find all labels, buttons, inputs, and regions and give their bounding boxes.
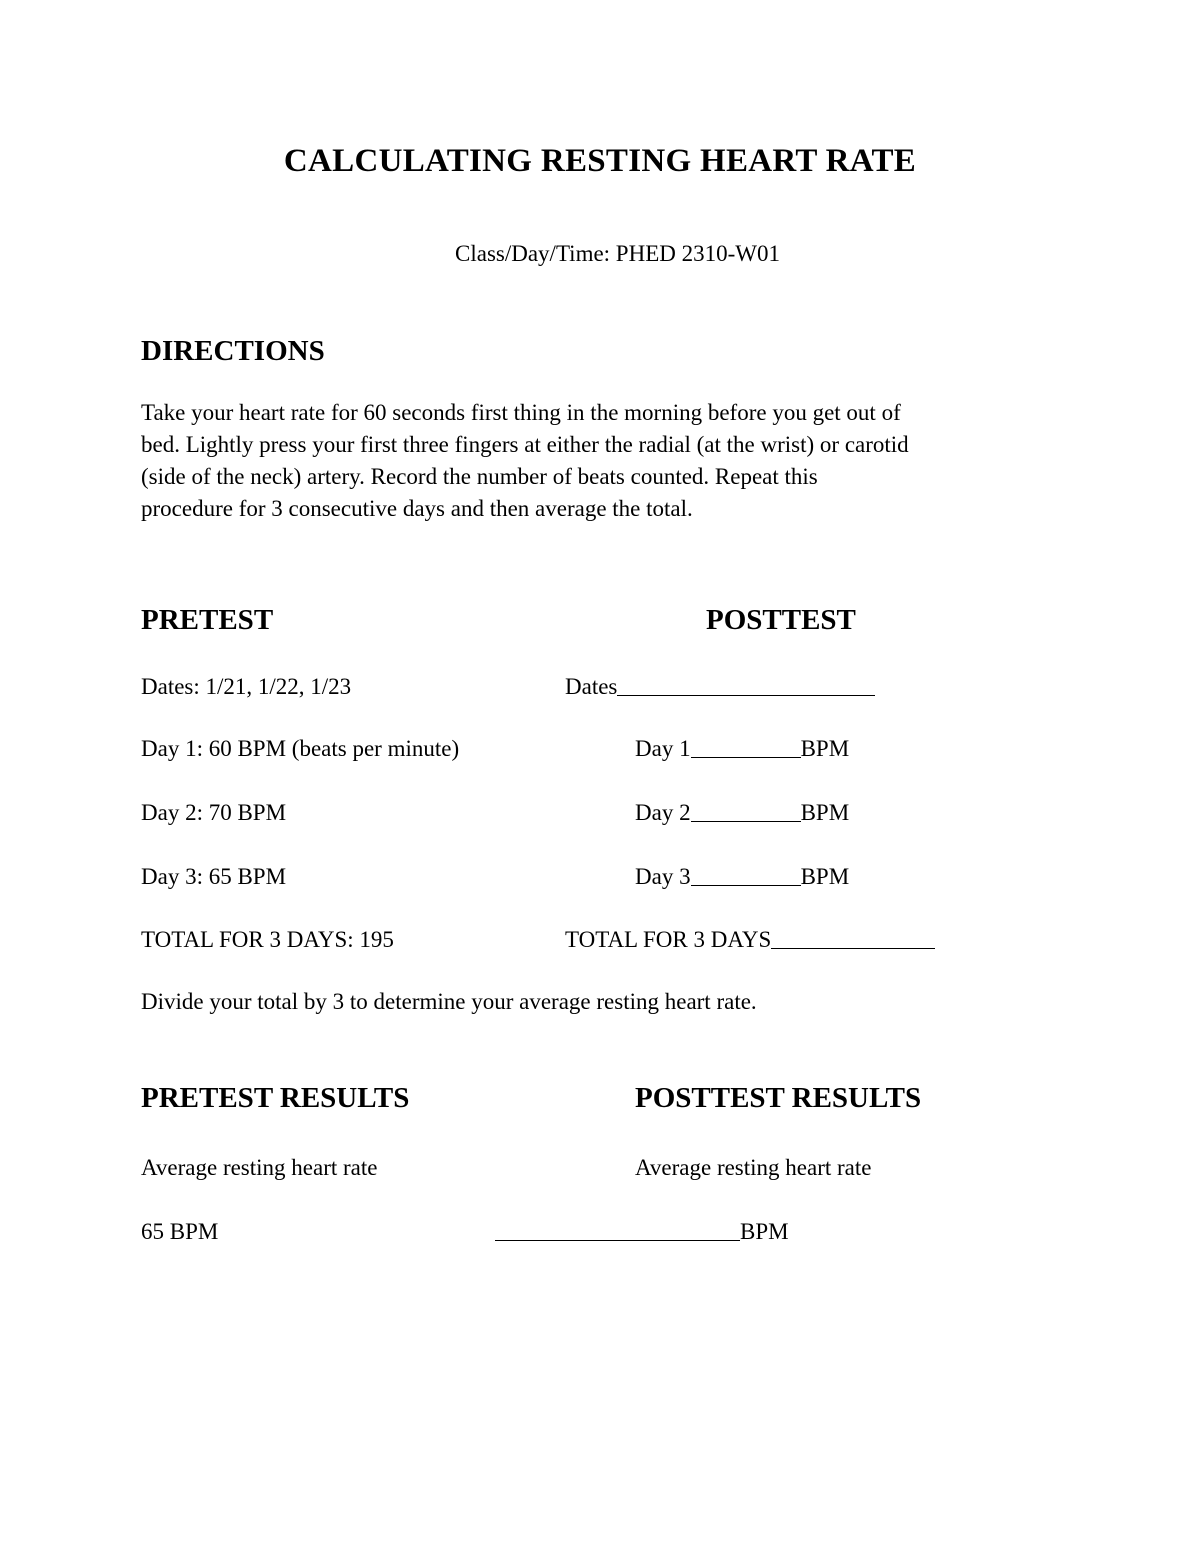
- total-blank-line[interactable]: [771, 930, 935, 949]
- posttest-total-label: TOTAL FOR 3 DAYS: [565, 927, 772, 952]
- pretest-results-label: Average resting heart rate: [141, 1155, 378, 1180]
- posttest-dates-label: Dates: [565, 674, 618, 699]
- posttest-dates-field[interactable]: [565, 675, 875, 698]
- pretest-day3: Day 3: 65 BPM: [141, 864, 287, 889]
- directions-line: procedure for 3 consecutive days and then average the total.: [141, 496, 693, 521]
- page-title: CALCULATING RESTING HEART RATE: [283, 143, 917, 179]
- divide-instruction: Divide your total by 3 to determine your average resting heart rate.: [141, 989, 757, 1014]
- posttest-day3-field[interactable]: [635, 865, 849, 888]
- posttest-day2-field[interactable]: [635, 801, 849, 824]
- posttest-results-label: Average resting heart rate: [635, 1155, 872, 1180]
- directions-heading: DIRECTIONS: [141, 335, 325, 367]
- posttest-day3-label: Day 3: [635, 864, 691, 889]
- bpm-unit: BPM: [800, 800, 850, 825]
- class-info: Class/Day/Time: PHED 2310-W01: [455, 241, 780, 266]
- pretest-results-heading: PRETEST RESULTS: [141, 1082, 410, 1114]
- pretest-results-value: 65 BPM: [141, 1219, 219, 1244]
- day3-blank-line[interactable]: [691, 867, 801, 886]
- dates-blank-line[interactable]: [617, 677, 875, 696]
- pretest-day1: Day 1: 60 BPM (beats per minute): [141, 736, 460, 761]
- bpm-unit: BPM: [800, 736, 850, 761]
- posttest-heading: POSTTEST: [706, 604, 856, 636]
- pretest-day2: Day 2: 70 BPM: [141, 800, 287, 825]
- results-bpm-unit: BPM: [740, 1219, 789, 1244]
- posttest-results-field[interactable]: [495, 1220, 789, 1243]
- directions-line: bed. Lightly press your first three fingers at either the radial (at the wrist) or carotid: [141, 432, 909, 457]
- directions-line: Take your heart rate for 60 seconds first thing in the morning before you get out of: [141, 400, 901, 425]
- posttest-total-field[interactable]: [565, 928, 935, 951]
- posttest-day1-label: Day 1: [635, 736, 691, 761]
- directions-line: (side of the neck) artery. Record the number of beats counted. Repeat this: [141, 464, 818, 489]
- day2-blank-line[interactable]: [691, 803, 801, 822]
- pretest-total: TOTAL FOR 3 DAYS: 195: [141, 927, 394, 952]
- pretest-dates: Dates: 1/21, 1/22, 1/23: [141, 674, 352, 699]
- pretest-heading: PRETEST: [141, 604, 274, 636]
- directions-paragraph: [141, 397, 1081, 525]
- posttest-results-heading: POSTTEST RESULTS: [635, 1082, 922, 1114]
- posttest-day1-field[interactable]: [635, 737, 849, 760]
- results-blank-line[interactable]: [495, 1222, 740, 1241]
- day1-blank-line[interactable]: [691, 739, 801, 758]
- posttest-day2-label: Day 2: [635, 800, 691, 825]
- bpm-unit: BPM: [800, 864, 850, 889]
